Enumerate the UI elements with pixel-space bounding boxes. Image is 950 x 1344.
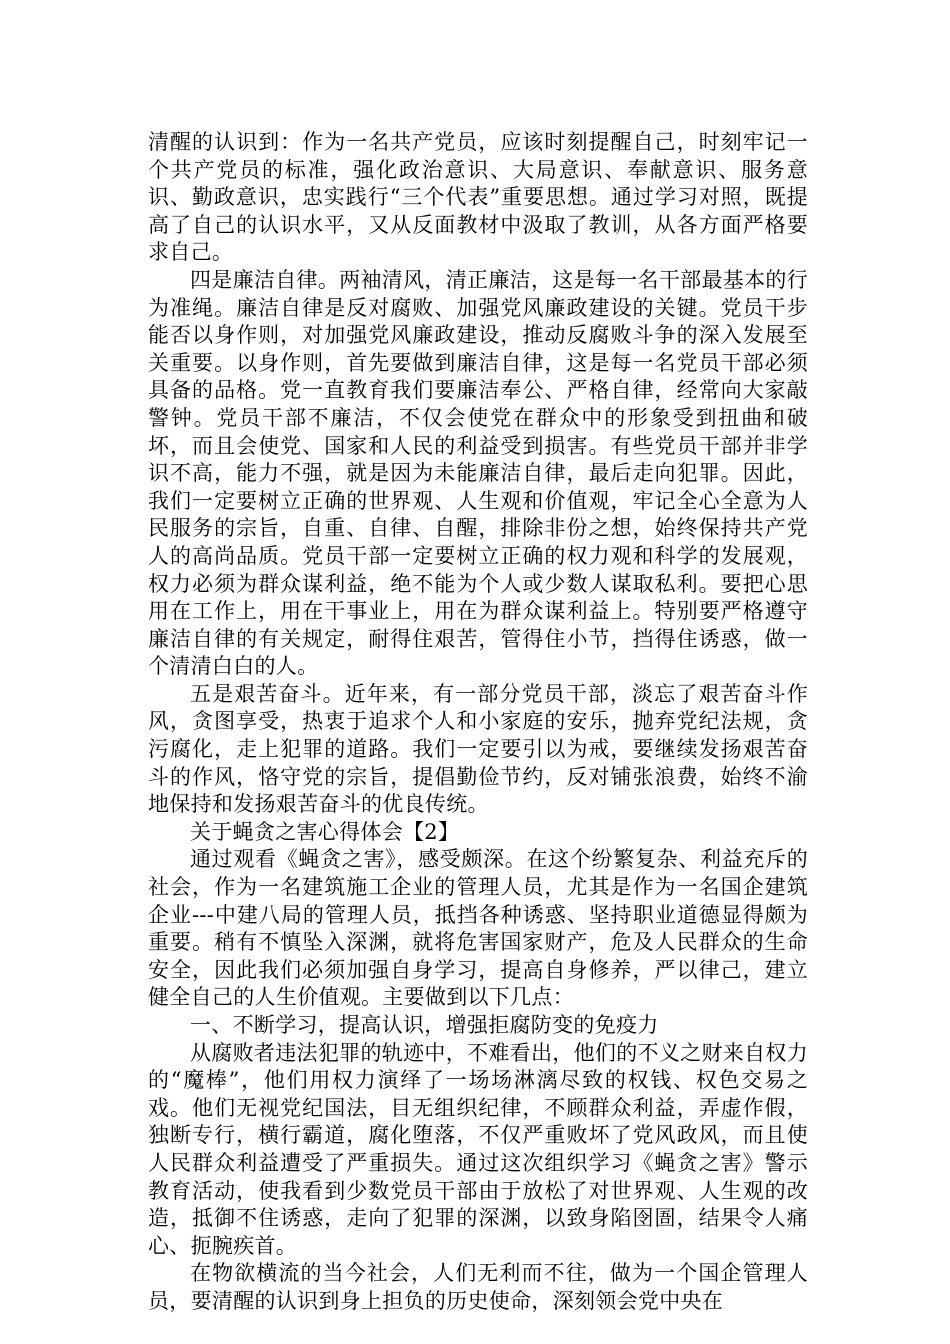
paragraph-continuation: 清醒的认识到：作为一名共产党员，应该时刻提醒自己，时刻牢记一个共产党员的标准，强化政治意识、大局意识、奉献意识、服务意识、勤政意识，忠实践行“三个代表”重要思想。通过学习对照，既提高了自己的认识水平，又从反面教材中汲取了教训，从各方面严格要求自己。 [148,130,808,265]
paragraph-corruption: 从腐败者违法犯罪的轨迹中，不难看出，他们的不义之财来自权力的“魔棒”，他们用权力演绎了一场场淋漓尽致的权钱、权色交易之戏。他们无视党纪国法，目无组织纪律，不顾群众利益，弄虚作假，独断专行，横行霸道，腐化堕落，不仅严重败坏了党风政风，而且使人民群众利益遭受了严重损失。通过这次组织学习《蝇贪之害》警示教育活动，使我看到少数党员干部由于放松了对世界观、人生观的改造，抵御不住诱惑，走向了犯罪的深渊，以致身陷囹圄，结果令人痛心、扼腕疾首。 [148,1040,808,1258]
paragraph-integrity: 四是廉洁自律。两袖清风，清正廉洁，这是每一名干部最基本的行为准绳。廉洁自律是反对腐败、加强党风廉政建设的关键。党员干步能否以身作则，对加强党风廉政建设，推动反腐败斗争的深入发展至关重要。以身作则，首先要做到廉洁自律，这是每一名党员干部必须具备的品格。党一直教育我们要廉洁奉公、严格自律，经常向大家敲警钟。党员干部不廉洁，不仅会使党在群众中的形象受到扭曲和破坏，而且会使党、国家和人民的利益受到损害。有些党员干部并非学识不高，能力不强，就是因为未能廉洁自律，最后走向犯罪。因此，我们一定要树立正确的世界观、人生观和价值观，牢记全心全意为人民服务的宗旨，自重、自律、自醒，排除非份之想，始终保持共产党人的高尚品质。党员干部一定要树立正确的权力观和科学的发展观，权力必须为群众谋利益，绝不能为个人或少数人谋取私利。要把心思用在工作上，用在干事业上，用在为群众谋利益上。特别要严格遵守廉洁自律的有关规定，耐得住艰苦，管得住小节，挡得住诱惑，做一个清清白白的人。 [148,267,808,679]
subheading-point-one: 一、不断学习，提高认识，增强拒腐防变的免疫力 [190,1013,659,1037]
paragraph-intro: 通过观看《蝇贪之害》，感受颇深。在这个纷繁复杂、利益充斥的社会，作为一名建筑施工企业的管理人员，尤其是作为一名国企建筑企业---中建八局的管理人员，抵挡各种诱惑、坚持职业道德显得颇为重要。稍有不慎坠入深渊，就将危害国家财产，危及人民群众的生命安全，因此我们必须加强自身学习，提高自身修养，严以律己，建立健全自己的人生价值观。主要做到以下几点： [148,847,808,1010]
paragraph-hard-work: 五是艰苦奋斗。近年来，有一部分党员干部，淡忘了艰苦奋斗作风，贪图享受，热衷于追求个人和小家庭的安乐，抛弃党纪法规，贪污腐化，走上犯罪的道路。我们一定要引以为戒，要继续发扬艰苦奋斗的作风，恪守党的宗旨，提倡勤俭节约，反对铺张浪费，始终不渝地保持和发扬艰苦奋斗的优良传统。 [148,681,808,817]
section-heading: 关于蝇贪之害心得体会【2】 [190,819,460,844]
paragraph-society: 在物欲横流的当今社会，人们无利而不往，做为一个国企管理人员，要清醒的认识到身上担负的历史使命，深刻领会党中央在 [148,1261,808,1313]
document-page [148,129,808,1316]
